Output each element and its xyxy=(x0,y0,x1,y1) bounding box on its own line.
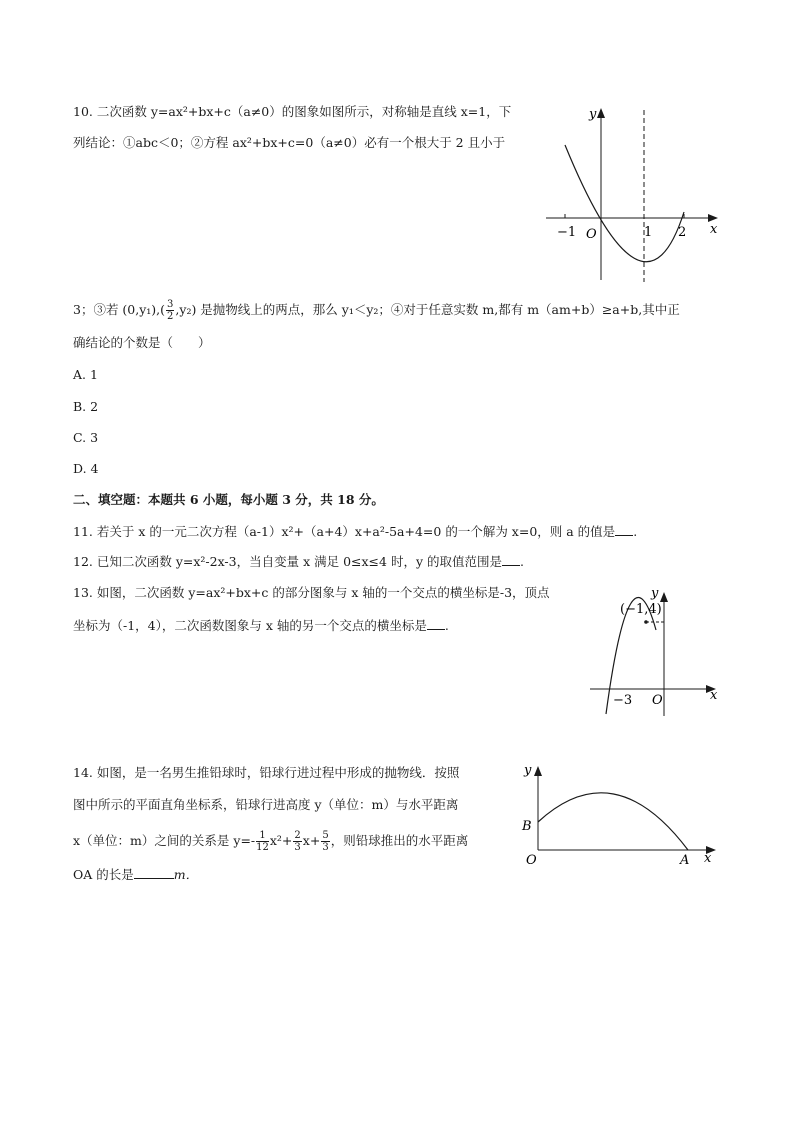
fraction-2-3: $\frac{2}{3}$ xyxy=(294,830,301,853)
y-axis-arrow-icon xyxy=(534,766,542,776)
tick-label-neg1: −1 xyxy=(557,225,577,240)
y-axis-label: y xyxy=(589,107,597,122)
y-axis-label: y xyxy=(651,586,659,601)
q13-parabola-graph xyxy=(586,582,726,722)
point-b-label: B xyxy=(522,819,532,834)
q10-line-1: 10. 二次函数 y=ax²+bx+c（a≠0）的图象如图所示，对称轴是直线 x=1，下 xyxy=(73,104,512,119)
q10-parabola-graph xyxy=(540,100,730,290)
fraction-3-2: $\frac{3}{2}$ xyxy=(167,299,174,322)
option-d: D. 4 xyxy=(73,461,99,476)
option-c: C. 3 xyxy=(73,430,99,445)
vertex-label: (−1,4) xyxy=(620,602,662,617)
option-b: B. 2 xyxy=(73,399,99,414)
q11-line: 11. 若关于 x 的一元二次方程（a-1）x²+（a+4）x+a²-5a+4=0 的一个解为 x=0，则 a 的值是 . xyxy=(73,524,638,539)
option-a: A. 1 xyxy=(73,367,98,382)
tick-label-2: 2 xyxy=(678,225,687,240)
section-2-heading: 二、填空题：本题共 6 小题，每小题 3 分，共 18 分。 xyxy=(73,492,384,507)
y-axis-arrow-icon xyxy=(597,108,605,118)
tick-label-1: 1 xyxy=(644,225,653,240)
q14-line-1: 14. 如图，是一名男生推铅球时，铅球行进过程中形成的抛物线．按照 xyxy=(73,765,460,780)
origin-label: O xyxy=(526,853,537,868)
q14-line-4: OA 的长是 m． xyxy=(73,867,199,882)
origin-label: O xyxy=(586,227,597,242)
q13-line-2: 坐标为（-1，4），二次函数图象与 x 轴的另一个交点的横坐标是 . xyxy=(73,618,449,633)
y-axis-label: y xyxy=(524,763,532,778)
point-a-label: A xyxy=(680,853,690,868)
y-axis-arrow-icon xyxy=(660,592,668,602)
fraction-1-12: $\frac{1}{12}$ xyxy=(256,830,269,853)
x-axis-arrow-icon xyxy=(708,214,718,222)
q13-line-1: 13. 如图，二次函数 y=ax²+bx+c 的部分图象与 x 轴的一个交点的横坐标是-3，顶点 xyxy=(73,585,550,600)
origin-label: O xyxy=(652,693,663,708)
q10-line-2: 列结论：①abc＜0；②方程 ax²+bx+c=0（a≠0）必有一个根大于 2 且小于 xyxy=(73,135,506,150)
x-axis-label: x xyxy=(710,222,718,237)
q12-line: 12. 已知二次函数 y=x²-2x-3，当自变量 x 满足 0≤x≤4 时，y 的取值范围是 . xyxy=(73,554,524,569)
x-axis-label: x xyxy=(710,688,718,703)
fraction-5-3: $\frac{5}{3}$ xyxy=(322,830,329,853)
q14-line-3: x（单位：m）之间的关系是 y=- $\frac{1}{12}$ x²+ $\frac{2}{3}$ x+ $\frac{5}{3}$ ，则铅球推出的水平距离 xyxy=(73,830,469,853)
trajectory-curve xyxy=(538,793,688,850)
tick-label-neg3: −3 xyxy=(613,693,633,708)
q14-trajectory-graph xyxy=(516,760,726,870)
q10-line-4: 确结论的个数是（ ） xyxy=(73,335,211,350)
q14-line-2: 图中所示的平面直角坐标系，铅球行进高度 y（单位：m）与水平距离 xyxy=(73,797,459,812)
vertex-point xyxy=(644,620,648,624)
parabola-curve xyxy=(565,145,687,262)
q10-line-3: 3；③若 (0,y₁),( $\frac{3}{2}$ ,y₂) 是抛物线上的两点，那么 y₁＜y₂；④对于任意实数 m,都有 m（am+b）≥a+b,其中正 xyxy=(73,299,680,322)
x-axis-label: x xyxy=(704,851,712,866)
